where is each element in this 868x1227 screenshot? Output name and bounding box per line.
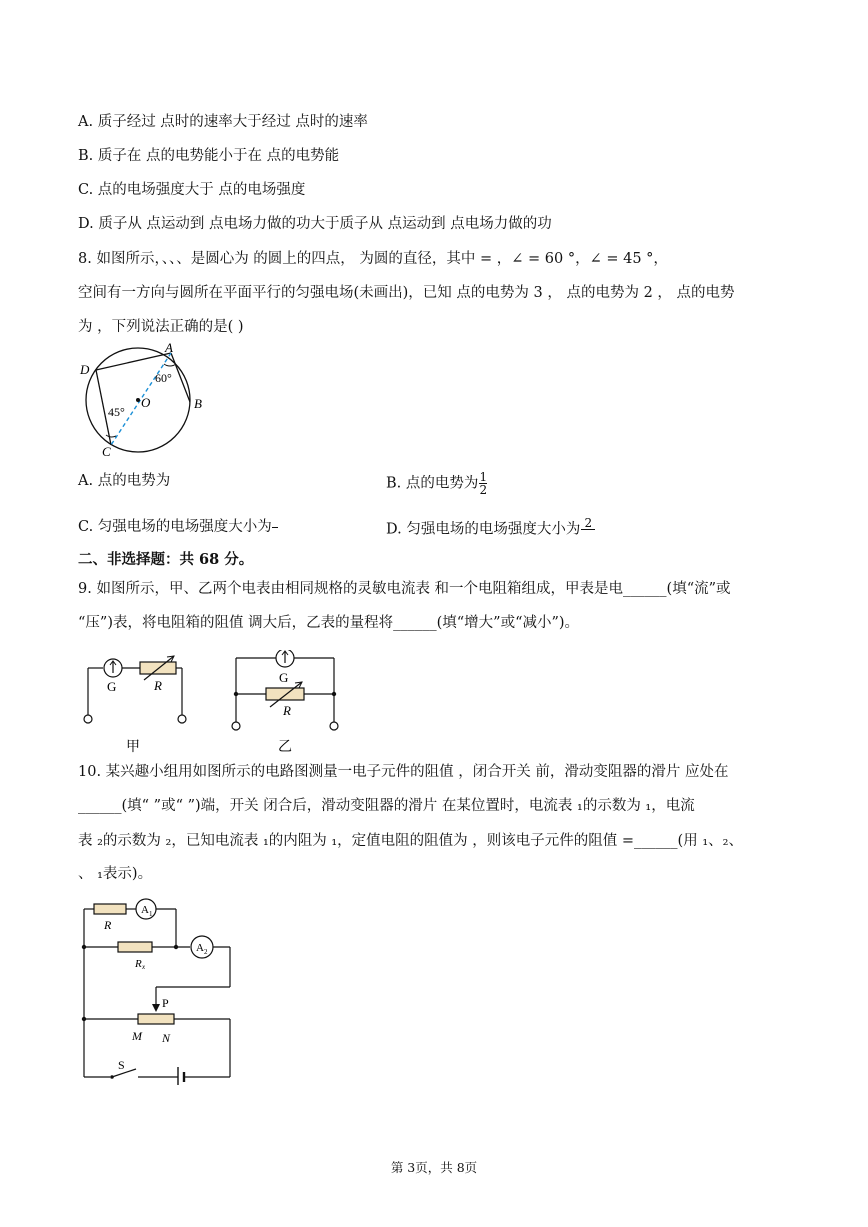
fraction-bar [272,527,278,528]
terminal-icon [178,715,186,723]
angle-arc-a [164,364,176,366]
circuit-jia [84,656,186,755]
label-a: A [165,342,173,355]
fraction-numerator: 2 [584,516,593,530]
fraction-denominator [581,530,595,542]
label-jia: 甲 [126,740,140,755]
fraction-denominator: 2 [479,483,488,497]
label-angle-60: 60° [155,371,172,385]
q8-circle-figure [78,342,208,457]
resistor-box-icon [266,688,304,700]
label-m: M [132,1029,142,1043]
q8-option-b-fraction [479,471,487,496]
label-p: P [162,996,169,1010]
label-a1: A [141,904,149,916]
label-d: D [80,362,90,377]
rheostat-icon [138,1014,174,1024]
q10-circuit-figure [78,895,253,1085]
q8-option-c-text: C. 匀强电场的电场强度大小为 [78,519,272,535]
chord-ab [171,353,190,402]
q9-circuit-figures [78,650,358,755]
label-rx-sub: x [142,963,146,971]
q8-option-d-text: D. 匀强电场的电场强度大小为 [386,521,581,538]
label-r-jia: R [154,678,162,693]
q8-stem-line2: 空间有一方向与圆所在平面平行的匀强电场(未画出)，已知 点的电势为 3 ， 点的电势为 2 ， 点的电势 [78,285,735,301]
label-g-yi: G [279,670,289,685]
label-g-jia: G [107,679,117,694]
q9-stem-line1: 9. 如图所示，甲、乙两个电表由相同规格的灵敏电流表 和一个电阻箱组成，甲表是电______(填“流”或 [78,581,731,597]
q8-option-d-fraction [581,517,595,542]
angle-arc-c [106,435,116,437]
terminal-icon [84,715,92,723]
resistor-rx-icon [118,942,152,952]
q10-stem-line1: 10. 某兴趣小组用如图所示的电路图测量一电子元件的阻值 ，闭合开关 前，滑动变阻器的滑片 应处在 [78,764,729,780]
resistor-box-icon [140,662,176,674]
label-angle-45: 45° [108,405,125,419]
q8-option-a: A. 点的电势为 [78,473,171,489]
circuit-yi [232,650,338,755]
label-s: S [118,1058,125,1072]
label-yi: 乙 [278,740,292,755]
label-a2-sub: 2 [204,948,208,956]
page-footer: 第 3页，共 8页 [390,1160,478,1175]
fraction-numerator: 1 [479,470,488,484]
center-point [136,398,140,402]
resistor-r-icon [94,904,126,914]
label-b: B [194,396,202,411]
q7-option-c: C. 点的电场强度大于 点的电场强度 [78,182,306,198]
q7-option-b: B. 质子在 点的电势能小于在 点的电势能 [78,148,340,164]
q10-stem-line2: ______(填“ ”或“ ”)端，开关 闭合后，滑动变阻器的滑片 在某位置时，电流表 ₁的示数为 ₁，电流 [78,798,695,814]
terminal-icon [330,722,338,730]
section-heading-nonchoice: 二、非选择题：共 68 分。 [78,551,254,568]
q7-option-d: D. 质子从 点运动到 点电场力做的功大于质子从 点运动到 点电场力做的功 [78,216,552,232]
q8-option-c [78,517,278,537]
chord-da [96,353,171,370]
label-n: N [162,1031,171,1045]
q8-option-b [386,471,487,496]
q10-stem-line4: 、 ₁表示)。 [78,866,153,882]
label-c: C [102,444,111,457]
q7-option-a: A. 质子经过 点时的速率大于经过 点时的速率 [78,114,368,130]
label-r: R [104,918,112,932]
label-r-yi: R [283,703,291,718]
label-rx: R [135,958,142,970]
q8-stem-line3: 为 ，下列说法正确的是( ) [78,319,244,335]
label-a2: A [196,942,204,954]
terminal-icon [232,722,240,730]
label-a1-sub: 1 [149,910,153,918]
q9-stem-line2: “压”)表，将电阻箱的阻值 调大后，乙表的量程将______(填“增大”或“减小”)。 [78,615,580,631]
q8-stem-line1: 8. 如图所示，、、、是圆心为 的圆上的四点， 为圆的直径，其中 = ，∠ = 60 °，∠ = 45 °， [78,251,668,267]
q8-option-b-text: B. 点的电势为 [386,475,479,492]
q10-stem-line3: 表 ₂的示数为 ₂，已知电流表 ₁的内阻为 ₁，定值电阻的阻值为 ，则该电子元件的阻值 =______(用 ₁、₂、 [78,833,743,849]
q8-option-d [386,517,595,542]
label-o: O [141,395,151,410]
